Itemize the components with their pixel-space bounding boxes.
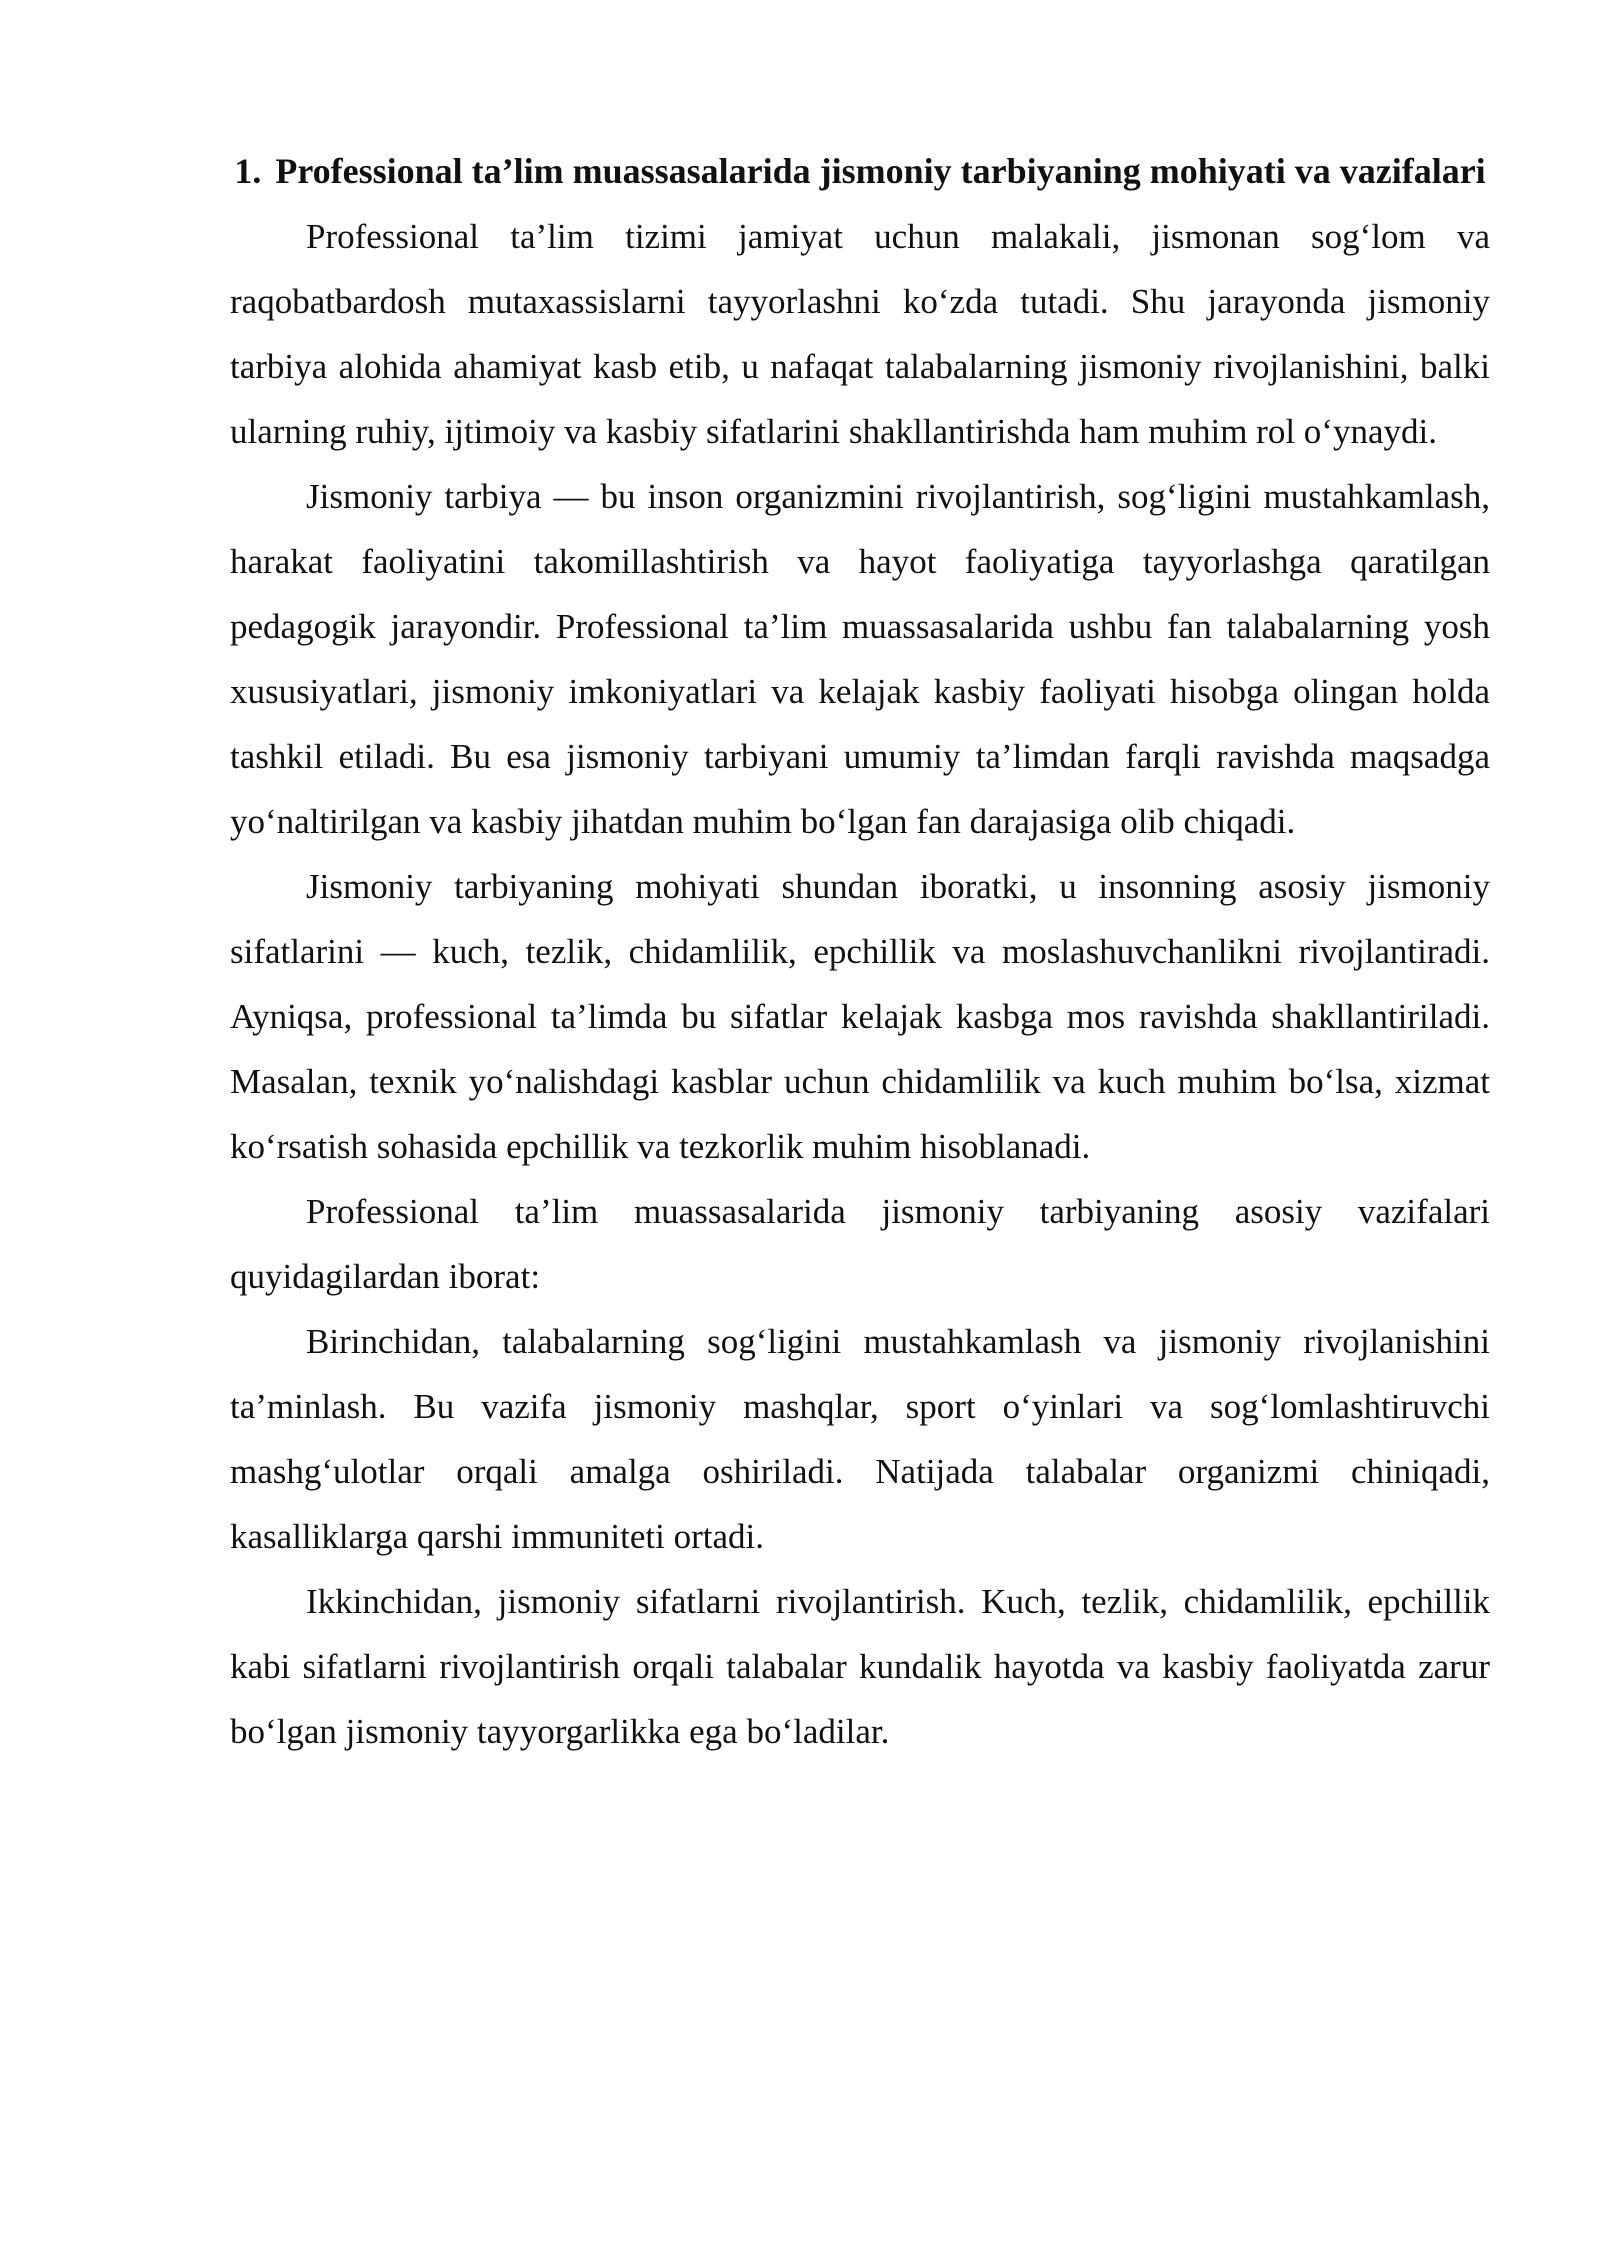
paragraph: Professional ta’lim muassasalarida jismoniy tarbiyaning asosiy vazifalari quyidagilardan iborat: bbox=[230, 1192, 1490, 1296]
paragraph: Jismoniy tarbiya — bu inson organizmini rivojlantirish, sog‘ligini mustahkamlash, harakat faoliyatini takomillashtirish va hayot faoliyatiga tayyorlashga qaratilgan pedagogik jarayondir. Professional ta’lim muassasalarida ushbu fan talabalarning yosh xususiyatlari, jismoniy imkoniyatlari va kelajak kasbiy faoliyati hisobga olingan holda tashkil etiladi. Bu esa jismoniy tarbiyani umumiy ta’limdan farqli ravishda maqsadga yo‘naltirilgan va kasbiy jihatdan muhim bo‘lgan fan darajasiga olib chiqadi. bbox=[230, 477, 1490, 841]
document-page bbox=[230, 148, 1490, 1764]
section-title: Professional ta’lim muassasalarida jismoniy tarbiyaning mohiyati va vazifalari bbox=[275, 151, 1486, 191]
paragraph: Professional ta’lim tizimi jamiyat uchun malakali, jismonan sog‘lom va raqobatbardosh mutaxassislarni tayyorlashni ko‘zda tutadi. Shu jarayonda jismoniy tarbiya alohida ahamiyat kasb etib, u nafaqat talabalarning jismoniy rivojlanishini, balki ularning ruhiy, ijtimoiy va kasbiy sifatlarini shakllantirishda ham muhim rol o‘ynaydi. bbox=[230, 217, 1490, 451]
paragraph: Ikkinchidan, jismoniy sifatlarni rivojlantirish. Kuch, tezlik, chidamlilik, epchillik kabi sifatlarni rivojlantirish orqali talabalar kundalik hayotda va kasbiy faoliyatda zarur bo‘lgan jismoniy tayyorgarlikka ega bo‘ladilar. bbox=[230, 1582, 1490, 1751]
paragraph: Birinchidan, talabalarning sog‘ligini mustahkamlash va jismoniy rivojlanishini ta’minlash. Bu vazifa jismoniy mashqlar, sport o‘yinlari va sog‘lomlashtiruvchi mashg‘ulotlar orqali amalga oshiriladi. Natijada talabalar organizmi chiniqadi, kasalliklarga qarshi immuniteti ortadi. bbox=[230, 1322, 1490, 1556]
section-number: 1. bbox=[234, 151, 262, 191]
section-heading bbox=[230, 148, 1490, 194]
paragraph: Jismoniy tarbiyaning mohiyati shundan iboratki, u insonning asosiy jismoniy sifatlarini — kuch, tezlik, chidamlilik, epchillik va moslashuvchanlikni rivojlantiradi. Ayniqsa, professional ta’limda bu sifatlar kelajak kasbga mos ravishda shakllantiriladi. Masalan, texnik yo‘nalishdagi kasblar uchun chidamlilik va kuch muhim bo‘lsa, xizmat ko‘rsatish sohasida epchillik va tezkorlik muhim hisoblanadi. bbox=[230, 867, 1490, 1166]
